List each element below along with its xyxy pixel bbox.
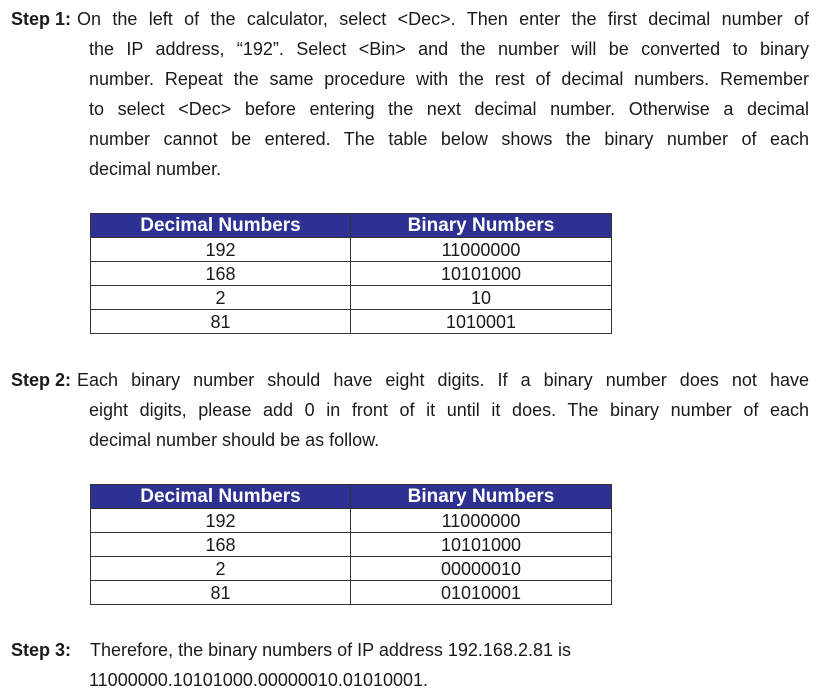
step1-paragraph	[11, 4, 809, 184]
binary-table-2	[90, 484, 612, 605]
step1-line2: the IP address, “192”. Select <Bin> and the number will be converted to binary	[89, 39, 809, 59]
step1-first-line	[11, 4, 809, 34]
binary-cell: 01010001	[351, 581, 612, 605]
column-header-decimal: Decimal Numbers	[91, 214, 351, 238]
step3-label: Step 3:	[11, 640, 72, 660]
step2-first-line	[11, 365, 809, 395]
step2-line1: Each binary number should have eight digits. If a binary number does not have	[77, 370, 809, 390]
decimal-cell: 192	[91, 509, 351, 533]
decimal-cell: 81	[91, 310, 351, 334]
binary-cell: 00000010	[351, 557, 612, 581]
step1-label: Step 1:	[11, 9, 72, 29]
decimal-cell: 81	[91, 581, 351, 605]
binary-cell: 10	[351, 286, 612, 310]
column-header-binary: Binary Numbers	[351, 485, 612, 509]
step3-paragraph	[11, 635, 809, 695]
step1-line6: decimal number.	[89, 159, 222, 179]
table-row	[91, 286, 612, 310]
table-header-row	[91, 214, 612, 238]
table-header-row	[91, 485, 612, 509]
table-row	[91, 581, 612, 605]
decimal-cell: 168	[91, 262, 351, 286]
step1-line5: number cannot be entered. The table below shows the binary number of each	[89, 129, 809, 149]
step2-line2: eight digits, please add 0 in front of it until it does. The binary number of each	[89, 400, 809, 420]
step3-first-line	[11, 635, 809, 665]
decimal-cell: 192	[91, 238, 351, 262]
decimal-cell: 2	[91, 286, 351, 310]
decimal-cell: 2	[91, 557, 351, 581]
binary-table-1	[90, 213, 612, 334]
table-row	[91, 262, 612, 286]
step1-line4: to select <Dec> before entering the next decimal number. Otherwise a decimal	[89, 99, 809, 119]
decimal-cell: 168	[91, 533, 351, 557]
table-row	[91, 310, 612, 334]
step3-line1: Therefore, the binary numbers of IP address 192.168.2.81 is	[90, 640, 571, 660]
table-row	[91, 238, 612, 262]
binary-cell: 11000000	[351, 238, 612, 262]
binary-cell: 10101000	[351, 533, 612, 557]
step2-paragraph	[11, 365, 809, 455]
step2-line3: decimal number should be as follow.	[89, 430, 380, 450]
step2-label: Step 2:	[11, 370, 72, 390]
binary-cell: 10101000	[351, 262, 612, 286]
table-row	[91, 533, 612, 557]
step1-line1: On the left of the calculator, select <Dec>. Then enter the first decimal number of	[77, 9, 809, 29]
binary-cell: 11000000	[351, 509, 612, 533]
step1-line3: number. Repeat the same procedure with the rest of decimal numbers. Remember	[89, 69, 809, 89]
binary-cell: 1010001	[351, 310, 612, 334]
column-header-binary: Binary Numbers	[351, 214, 612, 238]
column-header-decimal: Decimal Numbers	[91, 485, 351, 509]
table-row	[91, 557, 612, 581]
step3-line2: 11000000.10101000.00000010.01010001.	[89, 670, 429, 690]
table-row	[91, 509, 612, 533]
